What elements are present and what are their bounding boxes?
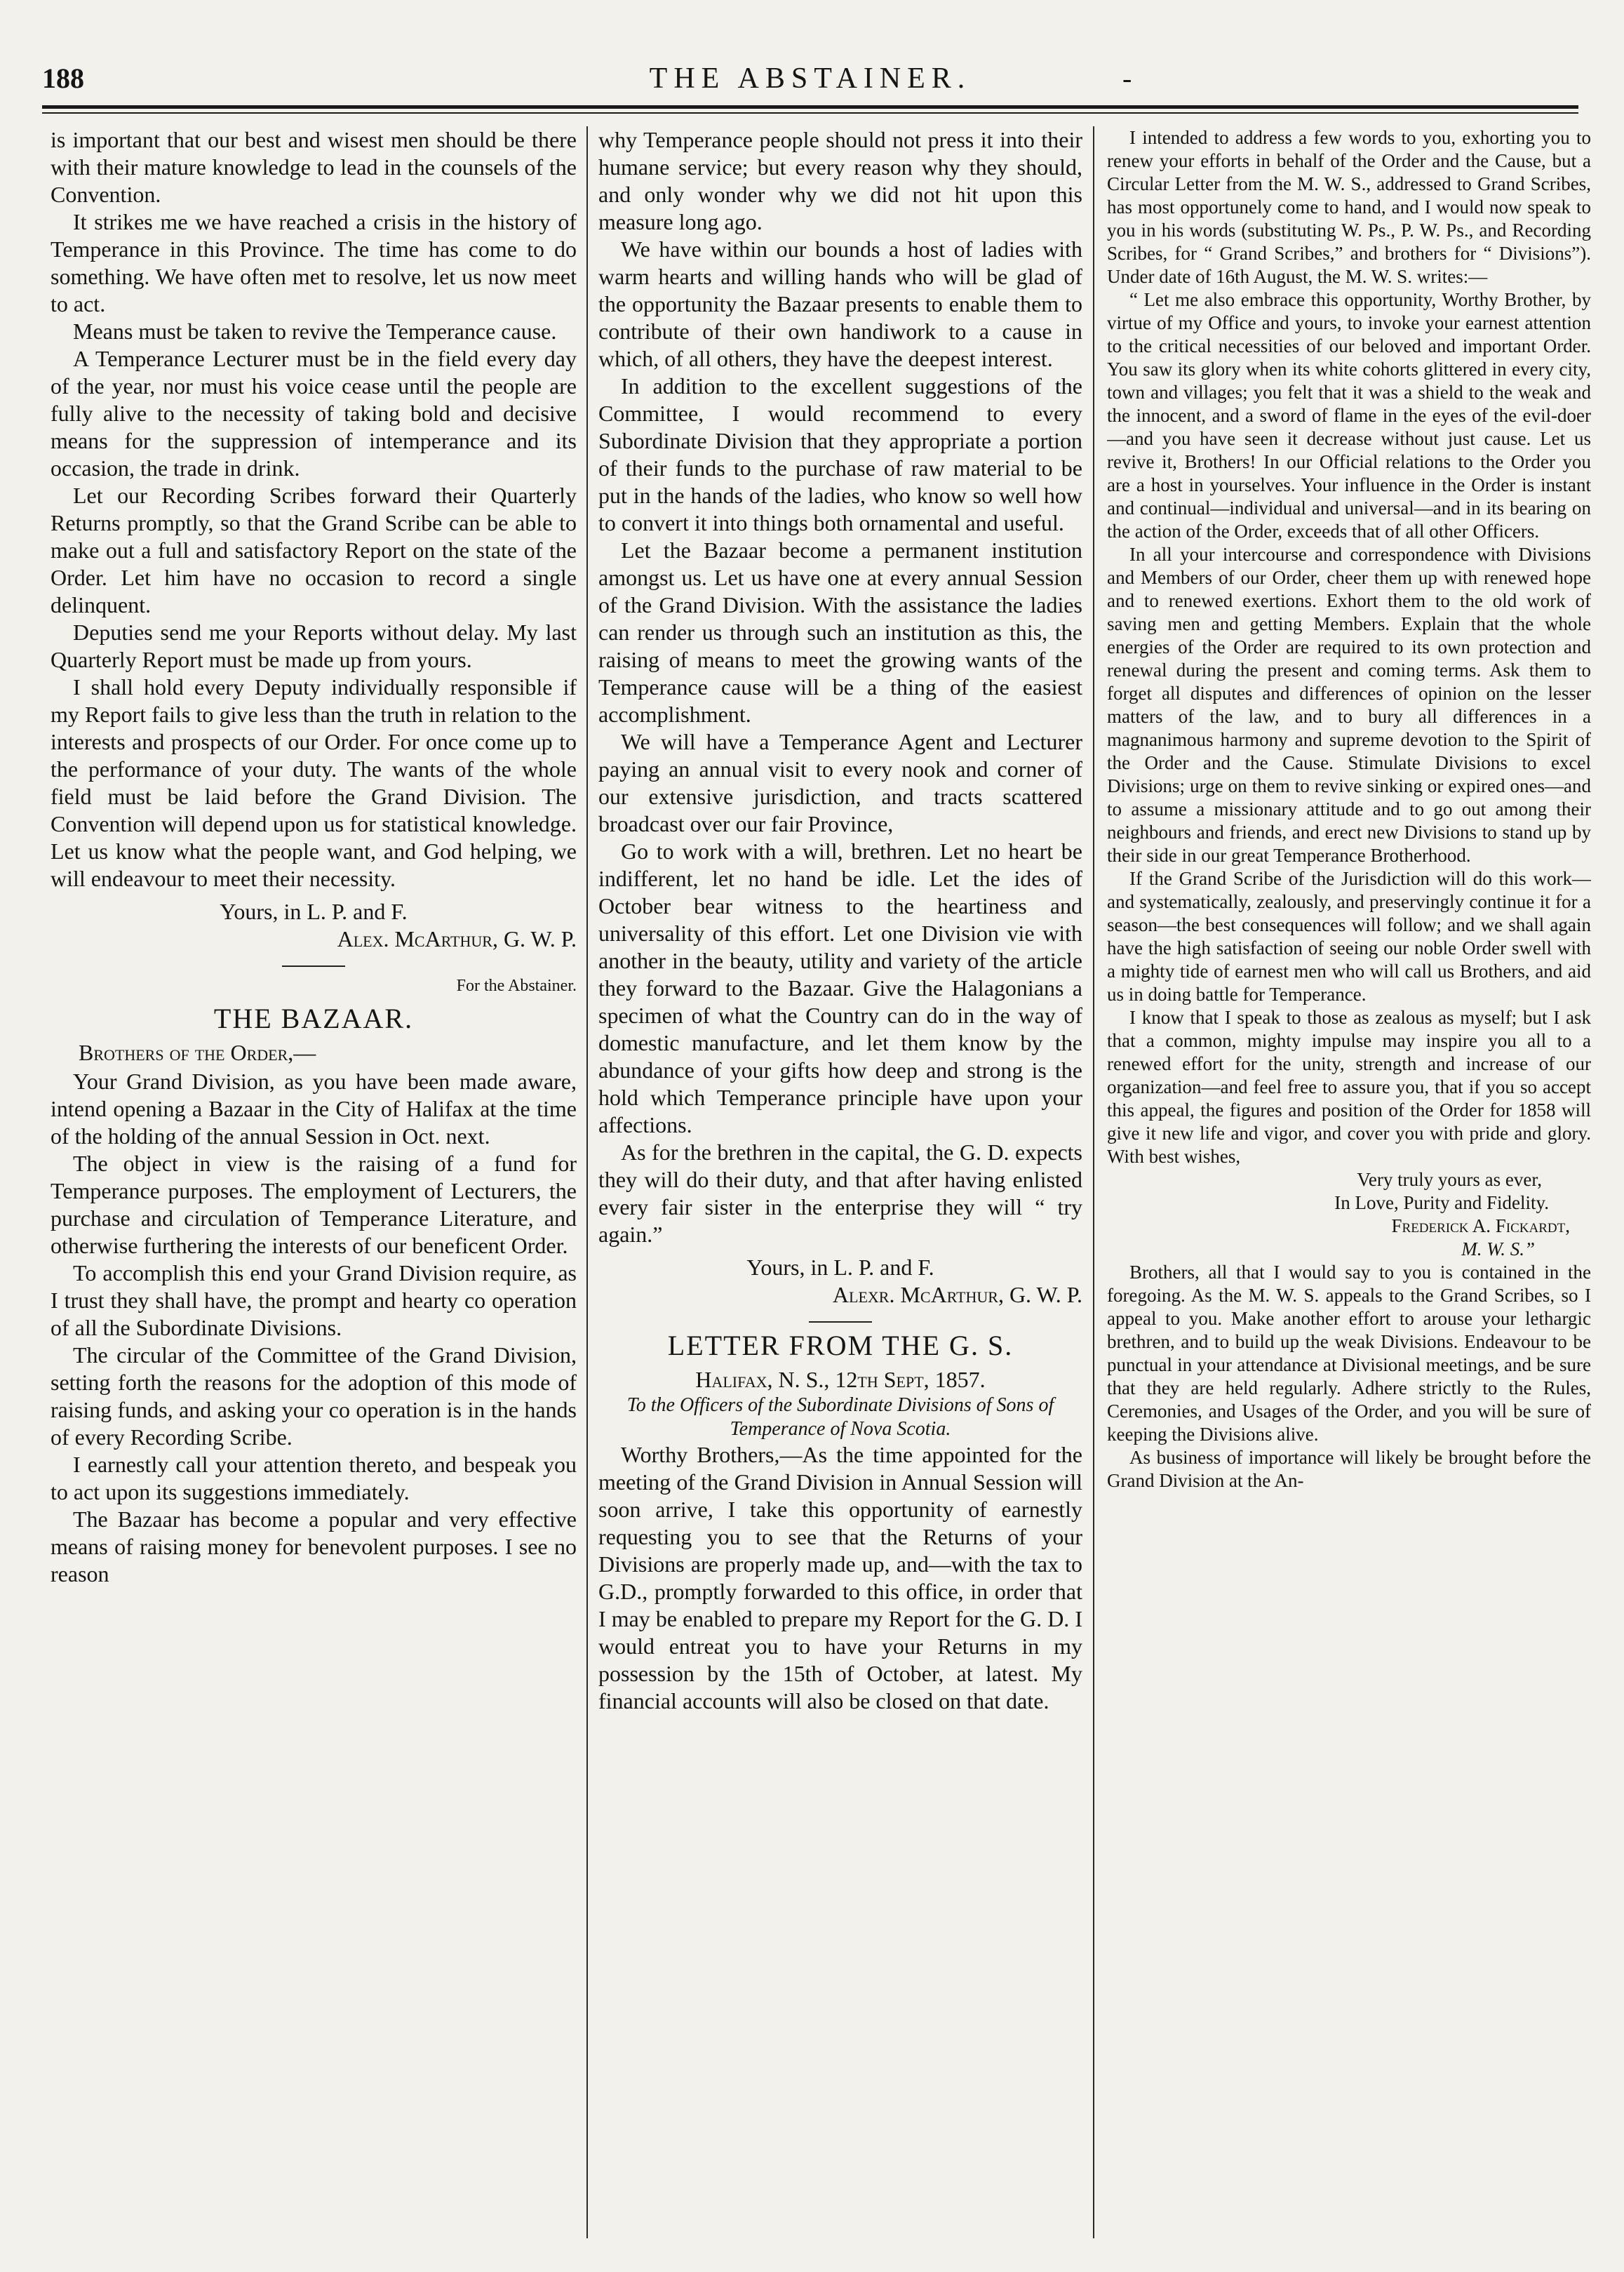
byline: For the Abstainer. [456,977,577,995]
signoff-line: Yours, in L. P. and F. [220,899,408,924]
paragraph: A Temperance Lecturer must be in the field every day of the year, nor must his voice cease until the people are fully alive to the necessity of taking bold and decisive means for the suppression of intemperance and its occasion, the trade in drink. [51,346,577,481]
column-2 [598,126,1082,2238]
paragraph: Worthy Brothers,—As the time appointed for the meeting of the Grand Division in Annual Session will soon arrive, I take this opportunity of earnestly requesting you to see that the Returns of your Divisions are properly made up, and—with the tax to G.D., promptly forwarded to this office, in order that I may be enabled to prepare my Report for the G. D. I would entreat you to have your Returns in my possession by the 15th of October, at latest. My financial accounts will also be closed on that date. [598,1442,1082,1713]
column-separator-1 [586,126,588,2238]
section-divider [282,965,345,967]
letter-signature [1107,1168,1591,1261]
signoff-signature: Alex. McArthur, G. W. P. [337,926,577,951]
section-divider [809,1321,872,1323]
signature-line: Very truly yours as ever, [1357,1169,1542,1190]
paragraph: The Bazaar has become a popular and very effective means of raising money for benevolent purposes. I see no reason [51,1506,577,1586]
paragraph: It strikes me we have reached a crisis in the history of Temperance in this Province. The time has come to do something. We have often met to resolve, let us now meet to act. [51,209,577,316]
paragraph: To accomplish this end your Grand Division require, as I trust they shall have, the prompt and hearty co operation of all the Subordinate Divisions. [51,1260,577,1340]
paragraph: Go to work with a will, brethren. Let no heart be indifferent, let no hand be idle. Let the ides of October bear witness to the heartiness and universality of this effort. Let one Division vie with another in the beauty, utility and variety of the article they forward to the Bazaar. Give the Halagonians a specimen of what the Country can do in the way of domestic manufacture, and let them know by the abundance of your gifts how deep and strong is the hold which Temperance principle have upon your affections. [598,838,1082,1137]
signature-title: M. W. S.” [1461,1238,1535,1259]
column-3 [1107,126,1591,2238]
paragraph: We have within our bounds a host of ladies with warm hearts and willing hands who will be glad of the opportunity the Bazaar presents to enable them to contribute of their own handiwork to a cause in which, of all others, they have the deepest interest. [598,236,1082,371]
paragraph: I intended to address a few words to you, exhorting you to renew your efforts in behalf of the Order and the Cause, but a Circular Letter from the M. W. S., addressed to Grand Scribes, has most opportunely come to hand, and I would now speak to you in his words (substituting W. Ps., P. W. Ps., and Recording Scribes, for “ Grand Scribes,” and brothers for “ Divisions”). Under date of 16th August, the M. W. S. writes:— [1107,127,1591,287]
header-mark: - [1122,62,1132,94]
salutation: Brothers of the Order,— [79,1040,316,1065]
signoff-signature: Alexr. McArthur, G. W. P. [832,1282,1082,1307]
paragraph: Means must be taken to revive the Temperance cause. [73,319,557,344]
paragraph: I shall hold every Deputy individually responsible if my Report fails to give less than the truth in relation to the interests and prospects of our Order. For once come up to the performance of your duty. The wants of the whole field must be laid before the Grand Division. The Convention will depend upon us for statistical knowledge. Let us know what the people want, and God helping, we will endeavour to meet their necessity. [51,674,577,891]
column-separator-2 [1093,126,1094,2238]
page-number: 188 [42,62,84,94]
signature-name: Frederick A. Fickardt, [1391,1215,1570,1236]
paragraph: Let the Bazaar become a permanent institution amongst us. Let us have one at every annual Session of the Grand Division. With the assistance the ladies can render us through such an institution as this, the raising of means to meet the growing wants of the Temperance cause will be a thing of the easiest accomplishment. [598,537,1082,727]
paragraph: If the Grand Scribe of the Jurisdiction will do this work—and systematically, zealously, and preservingly continue it for a season—the best consequences will follow; and we shall again have the high satisfaction of seeing our noble Order swell with a mighty tide of earnest men who will call us Brothers, and aid us in doing battle for Temperance. [1107,868,1591,1005]
paragraph: I know that I speak to those as zealous as myself; but I ask that a common, mighty impulse may inspire you all to a renewed effort for the unity, strength and increase of our organization—and feel free to assure you, that if you so accept this appeal, the figures and position of the Order for 1858 will give it new life and vigor, and cover you with pride and glory. With best wishes, [1107,1007,1591,1167]
paragraph: As business of importance will likely be brought before the Grand Division at the An- [1107,1447,1591,1491]
signoff-line: Yours, in L. P. and F. [746,1255,934,1280]
paragraph: I earnestly call your attention thereto, and bespeak you to act upon its suggestions immediately. [51,1452,577,1504]
column-1 [51,126,577,2238]
letter-address: To the Officers of the Subordinate Divisions of Sons of Temperance of Nova Scotia. [626,1394,1054,1440]
paragraph: The object in view is the raising of a fund for Temperance purposes. The employment of Lecturers, the purchase and circulation of Temperance Literature, and otherwise furthering the interests of our beneficent Order. [51,1151,577,1258]
paragraph: why Temperance people should not press it into their humane service; but every reason why they should, and only wonder why we did not hit upon this measure long ago. [598,127,1082,234]
paragraph: Your Grand Division, as you have been made aware, intend opening a Bazaar in the City of Halifax at the time of the holding of the annual Session in Oct. next. [51,1069,577,1149]
paragraph: “ Let me also embrace this opportunity, Worthy Brother, by virtue of my Office and yours, to invoke your earnest attention to the critical necessities of our beloved and important Order. You saw its glory when its white cohorts glittered in every city, town and villages; you felt that it was a shield to the weak and the innocent, and a sword of flame in the eyes of the evil-doer—and you have seen it decrease without just cause. Let us revive it, Brothers! In our Official relations to the Order you are a host in yourselves. Your influence in the Order is instant and continual—individual and universal—and in its bearing on the action of the Order, exceeds that of all other Officers. [1107,289,1591,542]
signoff [51,898,577,953]
signature-line: In Love, Purity and Fidelity. [1334,1192,1549,1213]
paragraph: Brothers, all that I would say to you is contained in the foregoing. As the M. W. S. appeals to the Grand Scribes, so I appeal to you. Make another effort to arouse your lethargic brethren, and to build up the weak Divisions. Endeavour to be punctual in your attendance at Divisional meetings, and be sure that they are held regularly. Adhere strictly to the Rules, Ceremonies, and Usages of the Order, and you will be sure of keeping the Divisions alive. [1107,1262,1591,1445]
paragraph: The circular of the Committee of the Grand Division, setting forth the reasons for the adoption of this mode of raising funds, and asking your co operation is in the hands of every Recording Scribe. [51,1342,577,1450]
signoff [598,1254,1082,1309]
paragraph: As for the brethren in the capital, the G. D. expects they will do their duty, and that after having enlisted every fair sister in the enterprise they will “ try again.” [598,1140,1082,1247]
article-heading: THE BAZAAR. [213,1003,414,1034]
paragraph: We will have a Temperance Agent and Lecturer paying an annual visit to every nook and corner of our extensive jurisdiction, and tracts scattered broadcast over our fair Province, [598,729,1082,836]
paragraph: In addition to the excellent suggestions of the Committee, I would recommend to every Subordinate Division that they appropriate a portion of their funds to the purchase of raw material to be put in the hands of the ladies, who know so well how to convert it into things both ornamental and useful. [598,373,1082,535]
page-header [42,62,1578,104]
paragraph: In all your intercourse and correspondence with Divisions and Members of our Order, cheer them up with renewed hope and to renewed exertions. Exhort them to the old work of saving men and getting Members. Explain that the whole energies of the Order are required to its own protection and renewal during the present and coming terms. Ask them to forget all disputes and differences of opinion on the lesser matters of the law, and to bury all differences in a magnanimous harmony and supreme devotion to the Spirit of the Order and the Cause. Stimulate Divisions to excel Divisions; urge on them to revive sinking or expired ones—and to assume a missionary attitude and to go out among their neighbours and friends, and erect new Divisions to stand up by their side in our great Temperance Brotherhood. [1107,544,1591,866]
running-title: THE ABSTAINER. [649,62,972,95]
paragraph: is important that our best and wisest men should be there with their mature knowledge to lead in the counsels of the Convention. [51,127,577,207]
header-rule-thick [42,105,1578,109]
header-rule-thin [42,112,1578,114]
dateline: Halifax, N. S., 12th Sept, 1857. [695,1367,986,1392]
article-heading: LETTER FROM THE G. S. [667,1330,1014,1361]
paragraph: Let our Recording Scribes forward their Quarterly Returns promptly, so that the Grand Scribe can be able to make out a full and satisfactory Report on the state of the Order. Let him have no occasion to record a single delinquent. [51,483,577,617]
paragraph: Deputies send me your Reports without delay. My last Quarterly Report must be made up from yours. [51,620,577,672]
